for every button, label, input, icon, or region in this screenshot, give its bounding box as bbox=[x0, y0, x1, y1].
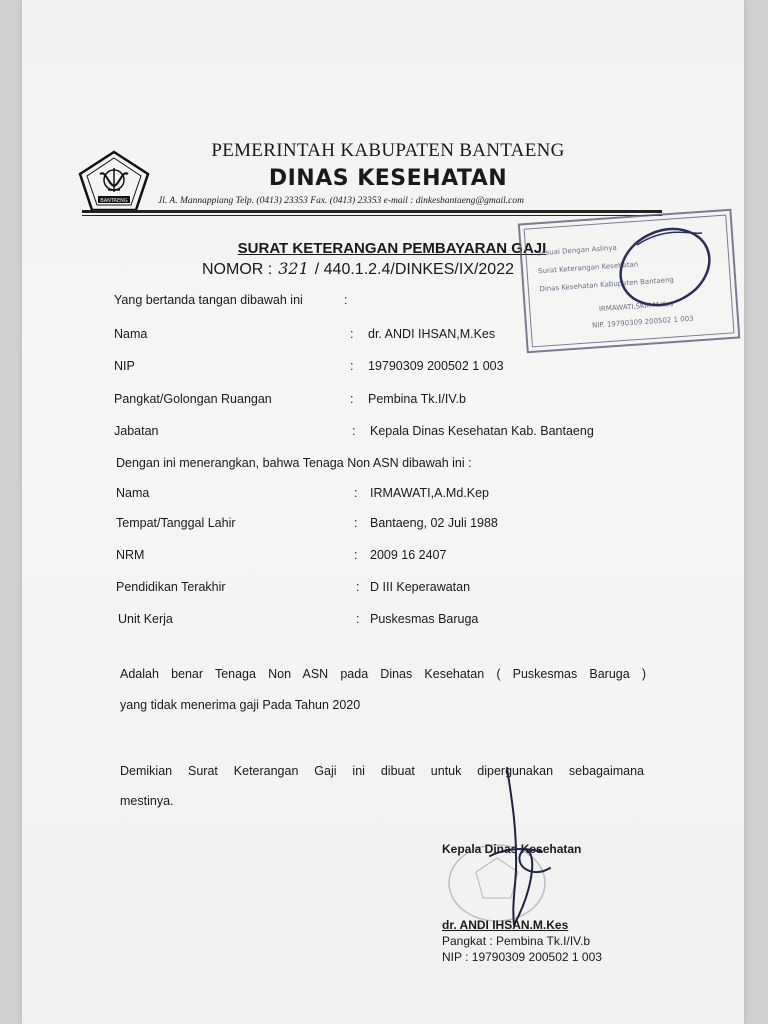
signatory-name-label: Nama bbox=[114, 327, 148, 341]
signature-nip: NIP : 19790309 200502 1 003 bbox=[442, 950, 602, 964]
subject-nrm-colon: : bbox=[354, 548, 358, 562]
number-prefix: NOMOR : bbox=[202, 261, 273, 278]
signatory-name-value: dr. ANDI IHSAN,M.Kes bbox=[368, 327, 496, 341]
stamp-line-2: Surat Keterangan Kesehatan bbox=[537, 260, 639, 276]
signatory-position-value: Kepala Dinas Kesehatan Kab. Bantaeng bbox=[370, 424, 594, 438]
signatory-rank-label: Pangkat/Golongan Ruangan bbox=[114, 392, 272, 406]
crest-label: BANTAENG bbox=[100, 198, 128, 204]
subject-nrm-value: 2009 16 2407 bbox=[370, 548, 447, 562]
signatory-nip-value: 19790309 200502 1 003 bbox=[368, 359, 504, 373]
signatory-intro-colon: : bbox=[344, 293, 348, 307]
subject-unit-colon: : bbox=[356, 612, 360, 626]
signatory-position-colon: : bbox=[352, 424, 356, 438]
subject-nrm-label: NRM bbox=[116, 548, 145, 562]
government-name: PEMERINTAH KABUPATEN BANTAENG bbox=[211, 140, 565, 161]
agency-name: DINAS KESEHATAN bbox=[268, 166, 508, 191]
document-title: SURAT KETERANGAN PEMBAYARAN GAJI bbox=[237, 240, 547, 257]
signatory-rank-value: Pembina Tk.I/IV.b bbox=[368, 392, 466, 406]
signatory-position-label: Jabatan bbox=[114, 424, 159, 438]
subject-name-colon: : bbox=[354, 486, 358, 500]
signatory-rank-colon: : bbox=[350, 392, 354, 406]
handwritten-signature bbox=[472, 760, 582, 940]
statement-line-2: yang tidak menerima gaji Pada Tahun 2020 bbox=[120, 698, 361, 712]
subject-education-value: D III Keperawatan bbox=[370, 580, 471, 594]
closing-line-1: Demikian Surat Keterangan Gaji ini dibuat untuk dipergunakan sebagaimana bbox=[120, 764, 644, 778]
signatory-nip-colon: : bbox=[350, 359, 354, 373]
document-page bbox=[22, 0, 744, 1024]
subject-birth-value: Bantaeng, 02 Juli 1988 bbox=[370, 516, 498, 530]
signature-position: Kepala Dinas Kesehatan bbox=[442, 842, 582, 856]
subject-intro: Dengan ini menerangkan, bahwa Tenaga Non ASN dibawah ini : bbox=[116, 456, 472, 470]
stamp-line-5: NIP. 19790309 200502 1 003 bbox=[591, 314, 694, 330]
number-suffix: / 440.1.2.4/DINKES/IX/2022 bbox=[314, 261, 514, 278]
subject-education-colon: : bbox=[356, 580, 360, 594]
subject-birth-colon: : bbox=[354, 516, 358, 530]
stamp-line-1: Sesuai Dengan Aslinya bbox=[536, 243, 618, 258]
signatory-nip-label: NIP bbox=[114, 359, 135, 373]
signature-name: dr. ANDI IHSAN.M.Kes bbox=[442, 918, 569, 932]
signatory-intro: Yang bertanda tangan dibawah ini bbox=[114, 293, 303, 307]
subject-education-label: Pendidikan Terakhir bbox=[116, 580, 226, 594]
subject-unit-label: Unit Kerja bbox=[118, 612, 173, 626]
signatory-name-colon: : bbox=[350, 327, 354, 341]
subject-unit-value: Puskesmas Baruga bbox=[370, 612, 479, 626]
document-number bbox=[202, 259, 514, 279]
agency-address: Jl. A. Mannappiang Telp. (0413) 23353 Fax. (0413) 23353 e-mail : dinkesbantaeng@gmail.com bbox=[158, 196, 524, 206]
subject-birth-label: Tempat/Tanggal Lahir bbox=[116, 516, 236, 530]
official-stamp bbox=[517, 205, 742, 355]
bantaeng-crest-logo bbox=[78, 150, 150, 212]
statement-line-1: Adalah benar Tenaga Non ASN pada Dinas Kesehatan ( Puskesmas Baruga ) bbox=[120, 667, 646, 681]
number-handwritten: 321 bbox=[278, 259, 309, 278]
signature-rank: Pangkat : Pembina Tk.I/IV.b bbox=[442, 934, 591, 948]
stamp-line-4: IRMAWATI,SKM.M.Kes bbox=[598, 299, 674, 314]
stamp-line-3: Dinas Kesehatan Kabupaten Bantaeng bbox=[539, 275, 675, 294]
subject-name-label: Nama bbox=[116, 486, 150, 500]
subject-name-value: IRMAWATI,A.Md.Kep bbox=[370, 486, 490, 500]
closing-line-2: mestinya. bbox=[120, 794, 174, 808]
